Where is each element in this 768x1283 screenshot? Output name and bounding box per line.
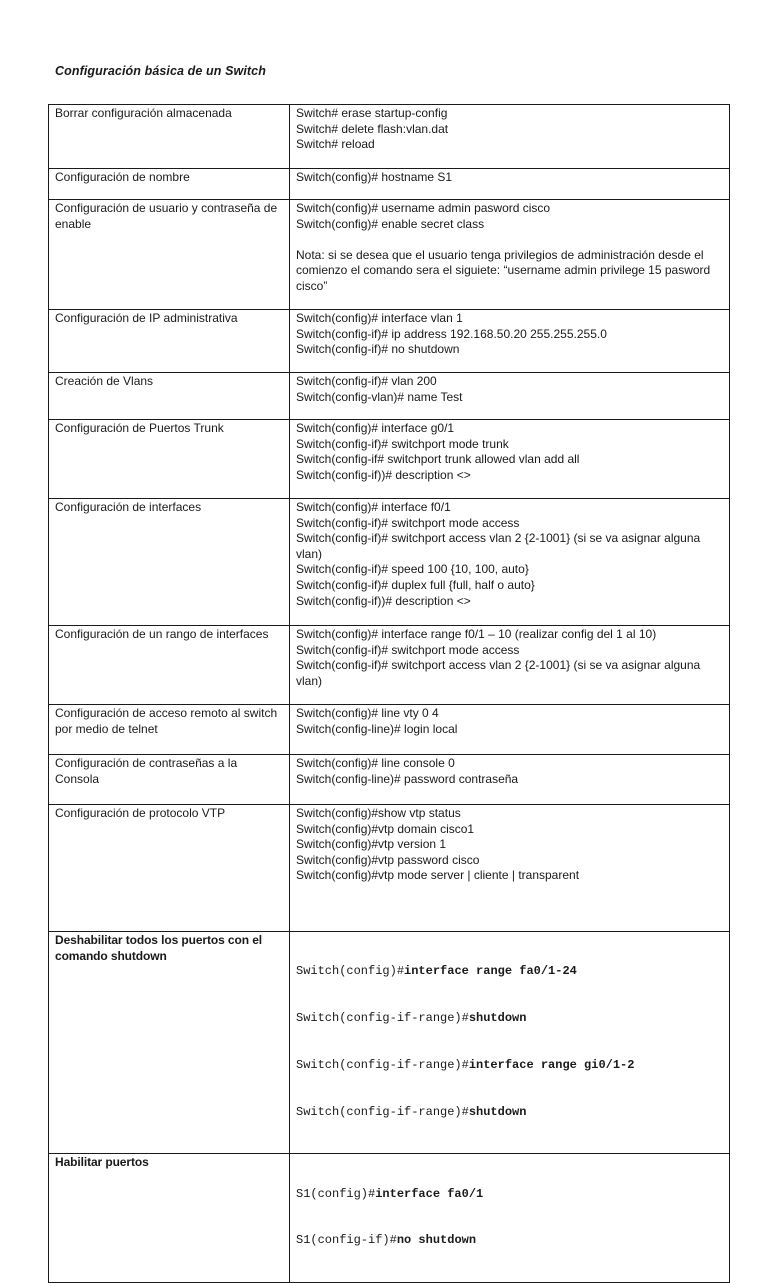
command-line: Switch(config-if)# switchport access vlan 2 {2-1001} (si se va asignar alguna vlan) (296, 531, 704, 561)
command-text: interface range fa0/1-24 (404, 964, 577, 979)
command-cell (290, 1154, 730, 1283)
task-cell: Configuración de protocolo VTP (49, 805, 290, 932)
command-line: Switch(config)#vtp mode server | cliente | transparent (296, 868, 580, 883)
command-text: shutdown (468, 1010, 527, 1025)
command-prompt: Switch(config-if-range)# (296, 1057, 469, 1072)
command-line: Switch# reload (296, 137, 375, 152)
command-line: Switch(config-if)# speed 100 {10, 100, auto} (296, 562, 529, 577)
table-row (49, 200, 730, 310)
command-cell (290, 169, 730, 200)
table-row (49, 420, 730, 499)
command-line: Switch(config)# hostname S1 (296, 170, 453, 184)
command-line: Switch(config-if)# duplex full {full, half o auto} (296, 577, 535, 592)
command-prompt: Switch(config-if-range)# (296, 1010, 469, 1025)
command-line: Switch(config)# interface range f0/1 – 10 (realizar config del 1 al 10) (296, 627, 657, 641)
config-table (48, 104, 730, 1283)
task-cell: Habilitar puertos (49, 1154, 290, 1283)
command-cell (290, 310, 730, 373)
command-line: Switch(config-if)# vlan 200 (296, 374, 437, 388)
command-line (296, 964, 723, 980)
command-line: Switch(config-line)# login local (296, 721, 458, 736)
table-row (49, 626, 730, 705)
command-cell (290, 499, 730, 626)
table-row (49, 310, 730, 373)
command-prompt: Switch(config-if-range)# (296, 1104, 469, 1119)
table-row (49, 805, 730, 932)
command-cell (290, 373, 730, 420)
command-line: Switch(config-if)# switchport mode trunk (296, 436, 509, 451)
command-line: Switch(config)# interface g0/1 (296, 421, 455, 435)
command-line (296, 1233, 723, 1249)
command-prompt: Switch(config)# (296, 964, 405, 979)
spacer (296, 232, 723, 248)
document-title: Configuración básica de un Switch (55, 64, 266, 78)
command-cell (290, 932, 730, 1154)
note-text: Nota: si se desea que el usuario tenga privilegios de administración desde el comienzo el comando sera el siguiete: “username admin privilege 15 pasword cisco” (296, 247, 714, 293)
command-line: Switch(config)#vtp domain cisco1 (296, 821, 475, 836)
command-text: no shutdown (396, 1233, 477, 1248)
command-line: Switch(config-if)# ip address 192.168.50.20 255.255.255.0 (296, 326, 607, 341)
command-line (296, 1058, 723, 1074)
task-cell: Configuración de contraseñas a la Consola (49, 755, 290, 805)
command-line: Switch(config-if# switchport trunk allowed vlan add all (296, 452, 580, 467)
command-line: Switch(config-if))# description <> (296, 467, 471, 482)
command-cell (290, 626, 730, 705)
command-line: Switch(config)# interface vlan 1 (296, 311, 463, 325)
command-text: interface range gi0/1-2 (468, 1057, 635, 1072)
command-cell (290, 705, 730, 755)
command-line: Switch(config)# username admin pasword cisco (296, 201, 551, 215)
table-row (49, 1154, 730, 1283)
command-line: Switch# erase startup-config (296, 106, 448, 120)
command-line: Switch(config)#vtp password cisco (296, 852, 480, 867)
command-line: Switch(config)# enable secret class (296, 216, 485, 231)
task-cell: Configuración de acceso remoto al switch por medio de telnet (49, 705, 290, 755)
command-text: shutdown (468, 1104, 527, 1119)
command-cell (290, 420, 730, 499)
command-cell (290, 200, 730, 310)
command-line: Switch(config-if)# switchport access vlan 2 {2-1001} (si se va asignar alguna vlan) (296, 658, 704, 688)
task-cell: Deshabilitar todos los puertos con el comando shutdown (49, 932, 290, 1154)
command-line: Switch(config)# line console 0 (296, 756, 455, 770)
command-line: Switch(config-line)# password contraseña (296, 771, 519, 786)
command-prompt: S1(config-if)# (296, 1233, 397, 1248)
task-cell: Configuración de IP administrativa (49, 310, 290, 373)
table-row (49, 499, 730, 626)
command-prompt: S1(config)# (296, 1186, 376, 1201)
command-line: Switch(config)# interface f0/1 (296, 500, 451, 514)
command-cell (290, 105, 730, 169)
command-line (296, 1011, 723, 1027)
command-cell (290, 805, 730, 932)
command-line: Switch# delete flash:vlan.dat (296, 121, 449, 136)
command-line: Switch(config-if)# switchport mode access (296, 515, 520, 530)
task-cell: Configuración de un rango de interfaces (49, 626, 290, 705)
command-line (296, 1187, 723, 1203)
command-cell (290, 755, 730, 805)
table-row (49, 105, 730, 169)
table-row (49, 169, 730, 200)
table-row (49, 932, 730, 1154)
command-line: Switch(config)#show vtp status (296, 806, 461, 820)
command-line: Switch(config-if)# no shutdown (296, 342, 460, 357)
table-row (49, 705, 730, 755)
command-line: Switch(config-vlan)# name Test (296, 389, 463, 404)
command-line (296, 1105, 723, 1121)
task-cell: Configuración de Puertos Trunk (49, 420, 290, 499)
task-cell: Configuración de nombre (49, 169, 290, 200)
command-text: interface fa0/1 (375, 1186, 484, 1201)
table-row (49, 373, 730, 420)
command-line: Switch(config)#vtp version 1 (296, 837, 447, 852)
task-cell: Configuración de usuario y contraseña de enable (49, 200, 290, 310)
command-line: Switch(config-if)# switchport mode access (296, 642, 520, 657)
command-line: Switch(config-if))# description <> (296, 593, 471, 608)
task-cell: Creación de Vlans (49, 373, 290, 420)
task-cell: Borrar configuración almacenada (49, 105, 290, 169)
command-line: Switch(config)# line vty 0 4 (296, 706, 439, 720)
task-cell: Configuración de interfaces (49, 499, 290, 626)
table-row (49, 755, 730, 805)
